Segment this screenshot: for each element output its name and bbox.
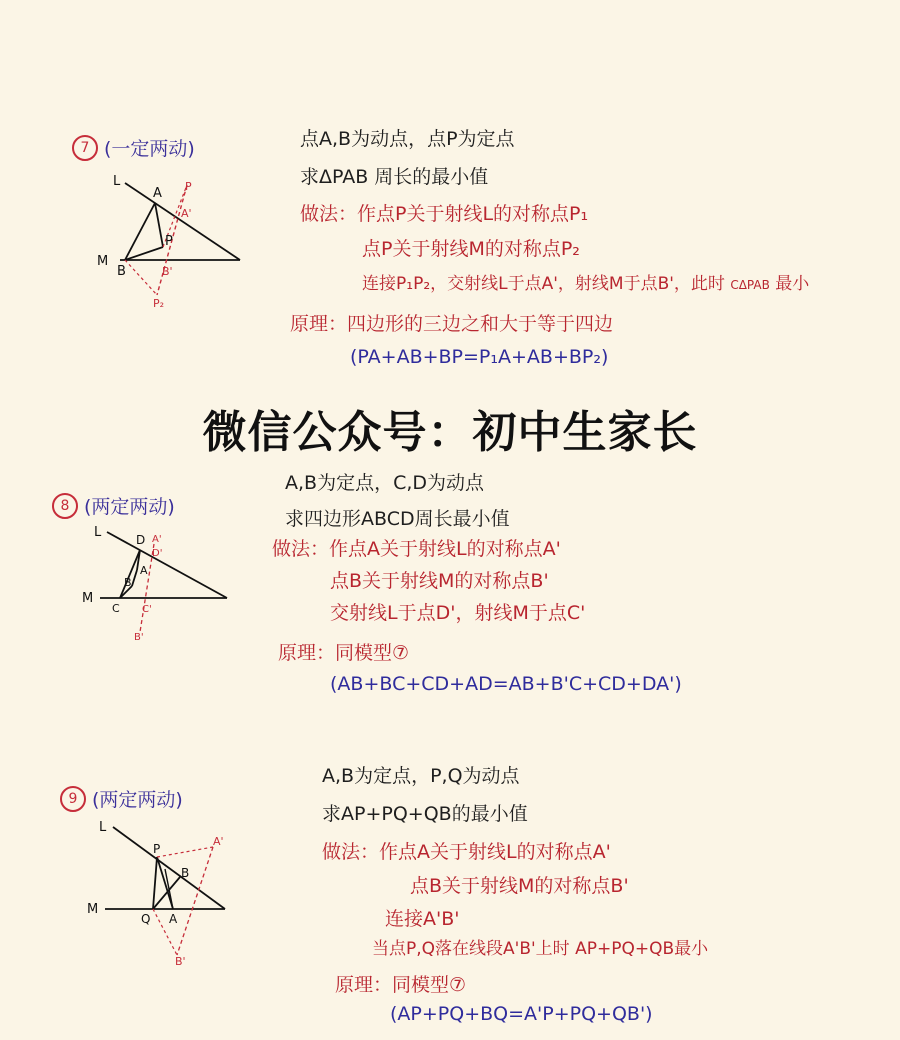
model-9-line-2: 求AP+PQ+QB的最小值 (322, 803, 528, 825)
model-7-line-1: 点A,B为动点，点P为定点 (300, 128, 515, 150)
model-7-line-3: 做法：作点P关于射线L的对称点P₁ (300, 203, 589, 225)
label-a: A (153, 186, 162, 201)
segment-bp2 (125, 260, 157, 295)
label-d-prime: D' (152, 548, 163, 559)
model-9-formula: (AP+PQ+BQ=A'P+PQ+QB') (390, 1003, 653, 1025)
label-l: L (94, 525, 102, 540)
model-8-formula: (AB+BC+CD+AD=AB+B'C+CD+DA') (330, 673, 682, 695)
model-9-line-6: 当点P,Q落在线段A'B'上时 AP+PQ+QB最小 (372, 939, 709, 959)
segment-ap (155, 203, 163, 247)
model-8-section (0, 460, 900, 730)
model-7-formula: (PA+AB+BP=P₁A+AB+BP₂) (350, 346, 609, 368)
label-q: Q (141, 912, 151, 926)
model-9-line-4: 点B关于射线M的对称点B' (410, 875, 629, 897)
watermark-title: 微信公众号：初中生家长 (202, 407, 698, 458)
label-c-prime: C' (142, 604, 152, 615)
model-9-number: 9 (60, 786, 86, 812)
label-p2: P₂ (153, 297, 165, 310)
segment-qb (153, 877, 180, 909)
model-8-principle: 原理：同模型⑦ (278, 642, 410, 664)
label-b: B (117, 264, 126, 279)
model-9-line-5: 连接A'B' (385, 908, 460, 930)
label-m: M (82, 591, 94, 606)
model-9-line-3: 做法：作点A关于射线L的对称点A' (322, 841, 611, 863)
segment-pa-prime (157, 847, 213, 857)
label-d: D (136, 533, 146, 547)
model-8-heading: (两定两动) (84, 496, 175, 518)
model-7-number: 7 (72, 135, 98, 161)
model-7-line-5 (362, 276, 809, 293)
model-8-line-2: 求四边形ABCD周长最小值 (285, 508, 510, 530)
model-9-line-1: A,B为定点，P,Q为动点 (322, 765, 520, 787)
label-m: M (97, 254, 109, 269)
label-a-prime: A' (152, 534, 162, 545)
model-9-heading: (两定两动) (92, 789, 183, 811)
model-9-principle: 原理：同模型⑦ (335, 974, 467, 996)
label-c: C (112, 602, 120, 615)
segment-dc (120, 550, 140, 598)
ray-l (125, 183, 240, 260)
label-b: B (181, 866, 190, 880)
label-b-prime: B' (175, 955, 186, 967)
label-a-prime: A' (213, 835, 224, 848)
model-8-header (52, 492, 175, 519)
model-7-section (0, 0, 900, 390)
model-7-principle: 原理：四边形的三边之和大于等于四边 (290, 313, 614, 335)
label-b: B (124, 576, 132, 589)
model-9-header (60, 785, 183, 812)
label-m: M (87, 902, 99, 917)
model-7-line-4: 点P关于射线M的对称点P₂ (362, 238, 580, 260)
model-8-line-4: 点B关于射线M的对称点B' (330, 570, 549, 592)
label-a: A (169, 912, 178, 926)
label-p: P (165, 234, 173, 249)
model-7-perimeter-symbol: CΔPAB (730, 278, 770, 292)
model-7-minimum-word: 最小 (775, 274, 810, 294)
model-7-line-5-text: 连接P₁P₂，交射线L于点A'，射线M于点B'，此时 (362, 274, 725, 294)
model-8-line-5: 交射线L于点D'，射线M于点C' (330, 602, 586, 624)
segment-a-prime-b-prime (177, 847, 213, 955)
label-a-prime: A' (181, 207, 192, 220)
segment-ab (132, 570, 137, 586)
label-l: L (99, 820, 107, 835)
model-7-header (72, 134, 195, 161)
model-8-diagram (82, 522, 242, 642)
label-p1: P (185, 180, 192, 193)
model-7-diagram (95, 165, 255, 315)
label-p: P (153, 842, 161, 856)
label-a: A (140, 564, 148, 577)
model-8-number: 8 (52, 493, 78, 519)
model-8-line-1: A,B为定点，C,D为动点 (285, 472, 485, 494)
label-b-prime: B' (162, 265, 173, 278)
segment-pq (153, 857, 157, 909)
model-7-line-2: 求ΔPAB 周长的最小值 (300, 166, 489, 188)
model-9-section (0, 755, 900, 1040)
label-b-prime: B' (134, 632, 144, 642)
model-7-heading: (一定两动) (104, 138, 195, 160)
model-8-line-3: 做法：作点A关于射线L的对称点A' (272, 538, 561, 560)
label-l: L (113, 174, 121, 189)
model-9-diagram (85, 817, 245, 967)
